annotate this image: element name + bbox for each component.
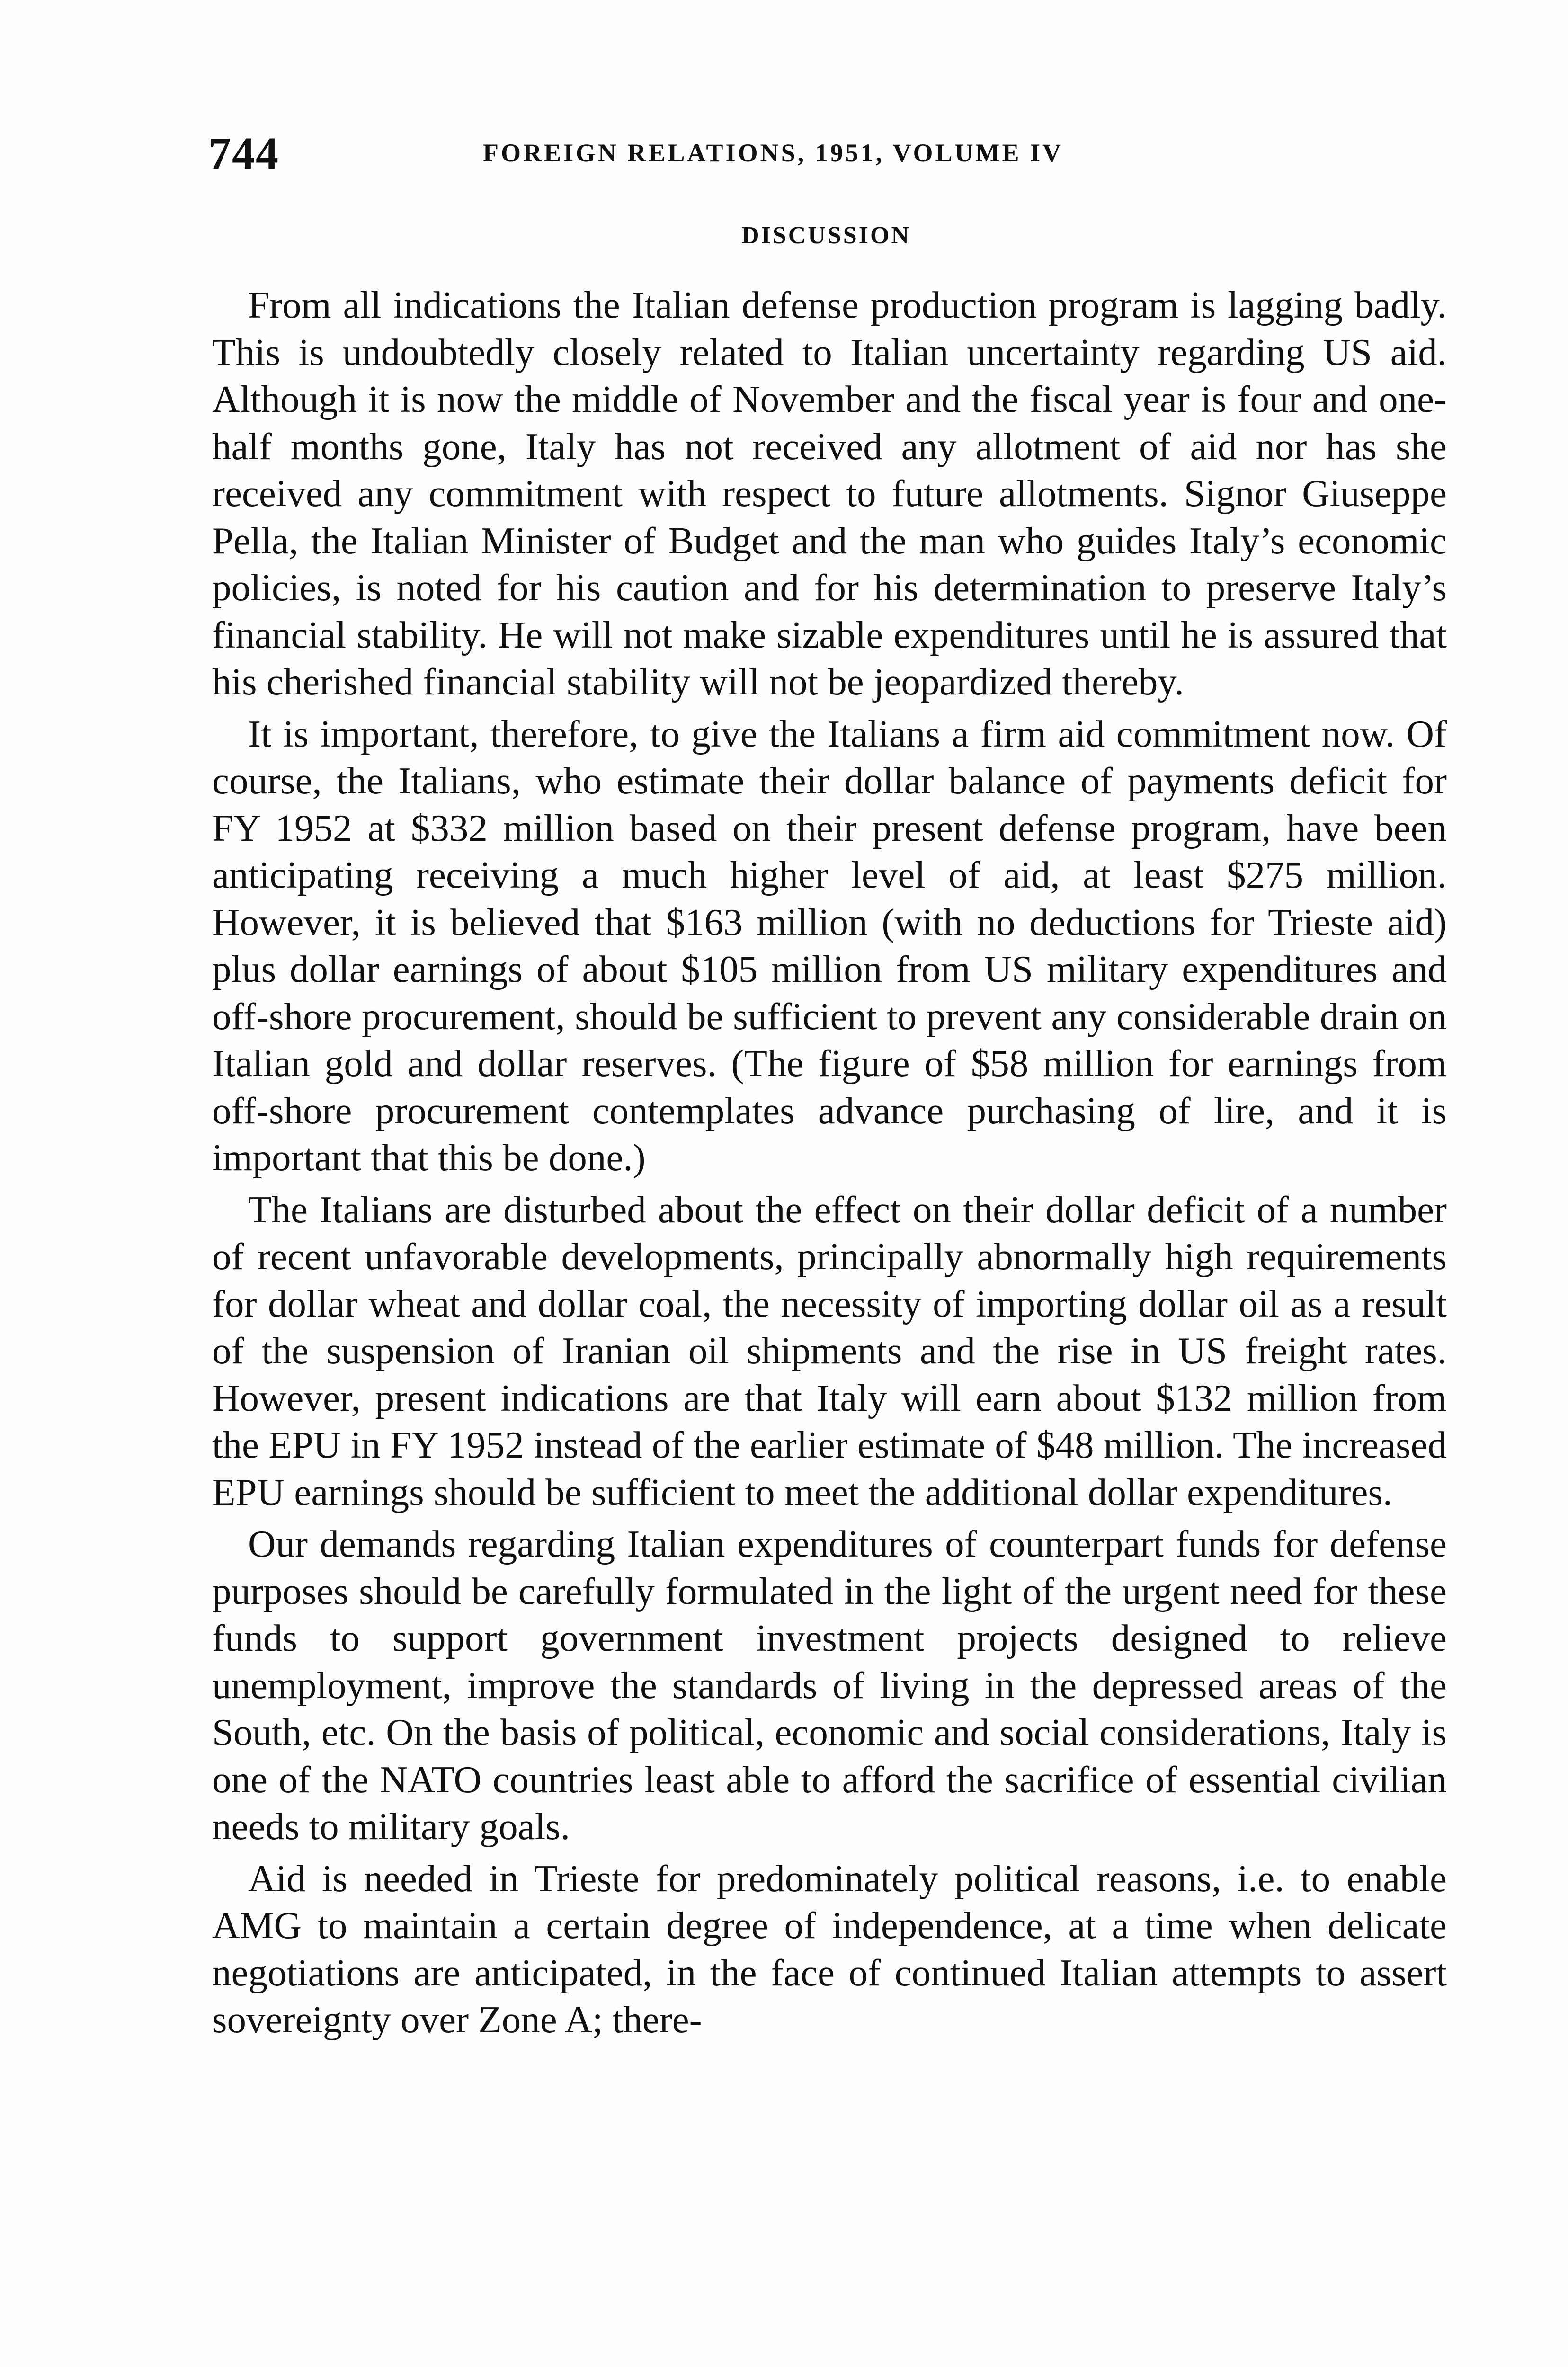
paragraph: Our demands regarding Italian expenditures of counterpart funds for defense purposes should be carefully formulated in the light of the urgent need for these funds to support government investment projects designed to relieve unemployment, improve the standards of living in the depressed areas of the South, etc. On the basis of political, economic and social considerations, Italy is one of the NATO countries least able to afford the sacrifice of essential civilian needs to military goals. — [212, 1522, 1447, 1848]
page-number: 744 — [208, 128, 279, 178]
body-text — [212, 282, 1447, 2044]
section-heading: DISCUSSION — [741, 222, 911, 249]
paragraph: Aid is needed in Trieste for predominately political reasons, i.e. to enable AMG to maintain a certain degree of independence, at a time when delicate negotiations are anticipated, in the face of continued Italian attempts to assert sovereignty over Zone A; there- — [212, 1857, 1447, 2041]
paragraph: From all indications the Italian defense production program is lagging badly. This is undoubtedly closely related to Italian uncertainty regarding US aid. Although it is now the middle of November and the fiscal year is four and one-half months gone, Italy has not received any allotment of aid nor has she received any commitment with respect to future allotments. Signor Giuseppe Pella, the Italian Minister of Budget and the man who guides Italy’s economic policies, is noted for his caution and for his determination to preserve Italy’s financial stability. He will not make sizable expenditures until he is assured that his cherished financial stability will not be jeopardized thereby. — [212, 284, 1447, 703]
running-title: FOREIGN RELATIONS, 1951, VOLUME IV — [483, 139, 1064, 167]
paragraph: It is important, therefore, to give the Italians a firm aid commitment now. Of course, the Italians, who estimate their dollar balance of payments deficit for FY 1952 at $332 million based on their present defense program, have been anticipating receiving a much higher level of aid, at least $275 million. However, it is believed that $163 million (with no deductions for Trieste aid) plus dollar earnings of about $105 million from US military expenditures and off-shore procurement, should be sufficient to prevent any considerable drain on Italian gold and dollar reserves. (The figure of $58 million for earnings from off-shore procurement contemplates advance purchasing of lire, and it is important that this be done.) — [212, 712, 1447, 1179]
paragraph: The Italians are disturbed about the effect on their dollar deficit of a number of recent unfavorable developments, principally abnormally high requirements for dollar wheat and dollar coal, the necessity of importing dollar oil as a result of the suspension of Iranian oil shipments and the rise in US freight rates. However, present indications are that Italy will earn about $132 million from the EPU in FY 1952 instead of the earlier estimate of $48 million. The increased EPU earnings should be sufficient to meet the additional dollar expenditures. — [212, 1188, 1447, 1513]
running-header — [208, 127, 1458, 179]
